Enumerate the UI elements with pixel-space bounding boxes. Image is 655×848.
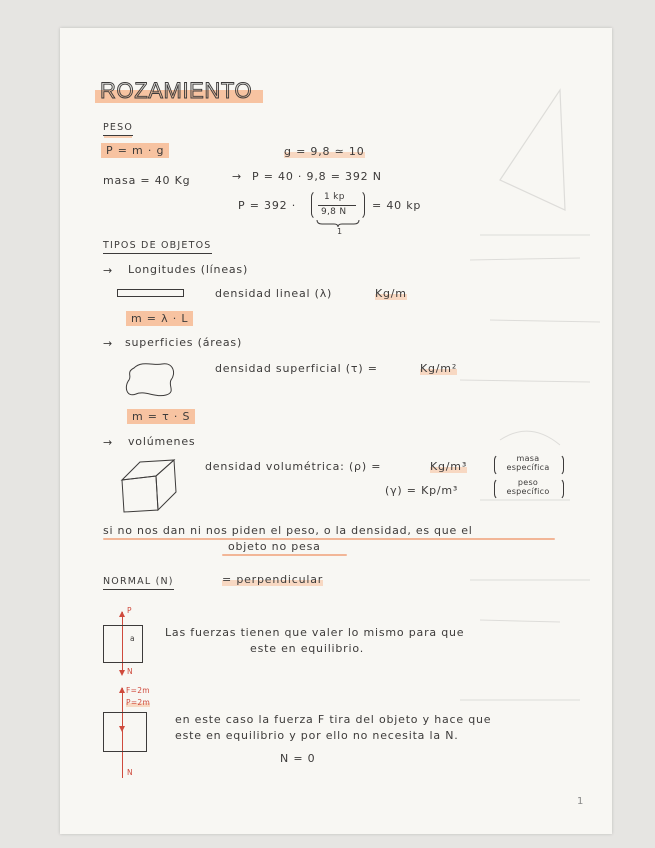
paren-close-shape <box>358 190 365 220</box>
weight-calculation: P = 40 · 9,8 = 392 N <box>252 170 382 183</box>
conversion-denominator: 9,8 N <box>321 207 347 217</box>
normal-text1-line2: este en equilibrio. <box>250 642 364 655</box>
diagram2-object-box <box>103 712 147 752</box>
bullet-arrow-icon: → <box>103 264 114 277</box>
paren-open-shape <box>311 190 318 220</box>
surface-density-unit: Kg/m² <box>420 362 458 375</box>
linear-mass-formula: m = λ · L <box>126 311 193 326</box>
cube-object-shape <box>118 458 182 514</box>
superficies-label: superficies (áreas) <box>125 336 243 349</box>
page-title: ROZAMIENTO <box>100 78 253 103</box>
weight-note-line2: específico <box>506 487 550 496</box>
conversion-left: P = 392 · <box>238 199 297 212</box>
note-underline <box>222 554 347 556</box>
diagram1-bottom-label: N <box>127 667 133 676</box>
normal-definition: = perpendicular <box>222 573 324 586</box>
diagram1-object-box <box>103 625 143 663</box>
page-number: 1 <box>577 796 585 807</box>
diagram1-top-label: P <box>127 606 132 615</box>
underbrace-value: 1 <box>337 227 343 236</box>
surface-mass-formula: m = τ · S <box>127 409 195 424</box>
conversion-result: = 40 kp <box>372 199 422 212</box>
linear-density-label: densidad lineal (λ) <box>215 287 333 300</box>
arrow-icon: → <box>232 170 243 183</box>
note-paren-close-shape <box>558 478 564 500</box>
mass-value: masa = 40 Kg <box>103 174 191 187</box>
arrow-down-icon <box>119 726 125 732</box>
longitudes-label: Longitudes (líneas) <box>128 263 249 276</box>
fraction-line <box>318 205 356 206</box>
note-line2: objeto no pesa <box>228 540 321 553</box>
tipos-heading: TIPOS DE OBJETOS <box>103 239 212 254</box>
note-line1: si no nos dan ni nos piden el peso, o la densidad, es que el <box>103 524 473 537</box>
normal-text1-line1: Las fuerzas tienen que valer lo mismo para que <box>165 626 465 639</box>
arrow-up-icon <box>119 611 125 617</box>
line-object-shape <box>117 289 184 297</box>
volumenes-label: volúmenes <box>128 435 196 448</box>
weight-note-line1: peso <box>517 478 539 487</box>
arrow-up-icon <box>119 687 125 693</box>
diagram2-bottom-label: N <box>127 768 133 777</box>
normal-text2-line2: este en equilibrio y por ello no necesita la N. <box>175 729 459 742</box>
bullet-arrow-icon: → <box>103 337 114 350</box>
normal-result: N = 0 <box>280 752 316 765</box>
peso-formula: P = m · g <box>101 143 169 158</box>
note-paren-close-shape <box>558 454 564 476</box>
density-note-line2: específica <box>506 463 550 472</box>
note-underline <box>103 538 555 540</box>
surface-density-label: densidad superficial (τ) = <box>215 362 378 375</box>
linear-density-unit: Kg/m <box>375 287 407 300</box>
gravity-value: g = 9,8 ≃ 10 <box>284 145 365 158</box>
specific-weight-label: (γ) = Kp/m³ <box>385 484 459 497</box>
surface-object-shape <box>124 360 178 398</box>
diagram2-force-label: F=2m <box>126 686 150 695</box>
peso-heading: PESO <box>103 121 133 136</box>
volumetric-density-label: densidad volumétrica: (ρ) = <box>205 460 382 473</box>
conversion-numerator: 1 kp <box>324 192 345 202</box>
normal-heading: NORMAL (N) <box>103 575 174 590</box>
arrow-down-icon <box>119 670 125 676</box>
normal-text2-line1: en este caso la fuerza F tira del objeto y hace que <box>175 713 492 726</box>
volumetric-density-unit: Kg/m³ <box>430 460 468 473</box>
diagram1-inner-label: a <box>130 634 135 643</box>
bullet-arrow-icon: → <box>103 436 114 449</box>
density-note-line1: masa <box>516 454 540 463</box>
diagram2-weight-label: P=2m <box>126 698 151 707</box>
